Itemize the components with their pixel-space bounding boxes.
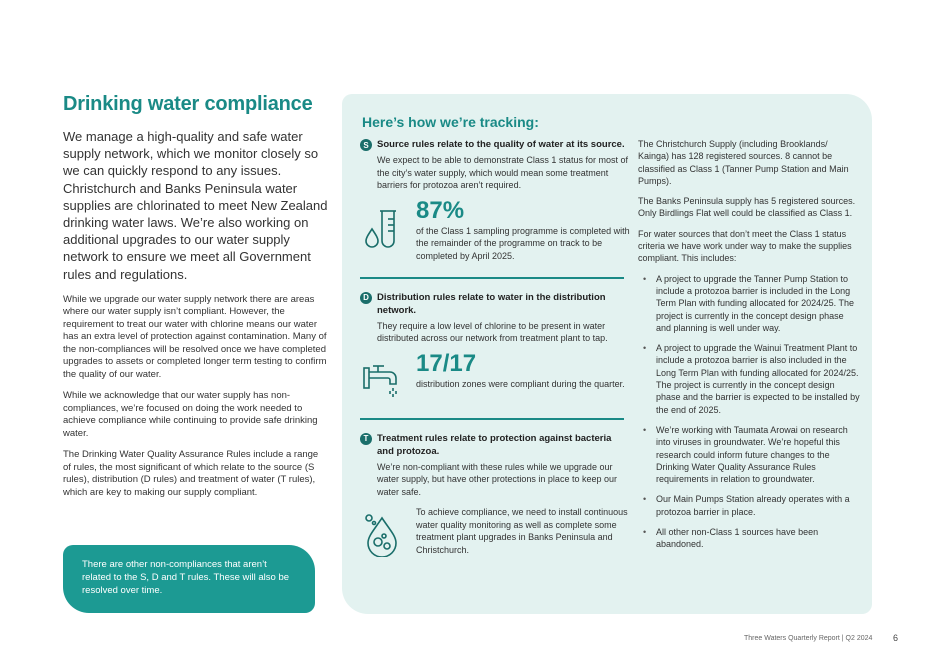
body-paragraph: While we upgrade our water supply network there are areas where our water supply isn’t compliant. However, the requirement to treat our water with chlorine means our water has an extra level of protection against contamination. Many of the non-compliances will be resolved once we have completed upgrades to assets or completed longer term testing to confirm the quality of our water. [63, 293, 327, 380]
tracking-panel [342, 94, 872, 614]
body-paragraph: The Banks Peninsula supply has 5 registered sources. Only Birdlings Flat well could be classified as Class 1. [638, 196, 856, 219]
source-rules-heading: S Source rules relate to the quality of water at its source. [360, 138, 630, 151]
source-stat-desc: of the Class 1 sampling programme is completed with the remainder of the programme on track to be completed by April 2025. [416, 225, 630, 261]
rules-column [360, 138, 630, 566]
intro-paragraph: We manage a high-quality and safe water supply network, which we monitor closely so we can quickly respond to any issues. Christchurch and Banks Peninsula water supplies are chlorinated to meet New Zealand drinking water laws. We’re also working on additional upgrades to our water supply network to ensure we meet all Government rules and regulations. [63, 129, 328, 282]
callout-text: There are other non-compliances that aren’t related to the S, D and T rules. These will also be resolved over time. [82, 559, 290, 596]
s-badge: S [360, 139, 372, 151]
source-stat-value: 87% [416, 196, 465, 224]
footer-text: Three Waters Quarterly Report | Q2 2024 [744, 635, 873, 642]
treatment-stat [360, 506, 630, 566]
d-badge: D [360, 292, 372, 304]
section-divider [360, 277, 624, 279]
distribution-rules-body: They require a low level of chlorine to be present in water distributed across our network from treatment plant to tap. [377, 320, 608, 343]
list-item: • A project to upgrade the Wainui Treatment Plant to include a protozoa barrier is also included in the Long Term Plan with funding allocated for 2024/25. The project is currently in the concept design phase and the barrier is expected to be installed by the end of 2025. [638, 342, 860, 416]
panel-title: Here’s how we’re tracking: [362, 114, 539, 130]
section-divider [360, 418, 624, 420]
treatment-rules-heading: T Treatment rules relate to protection against bacteria and protozoa. [360, 432, 630, 458]
list-item: • A project to upgrade the Tanner Pump Station to include a protozoa barrier is included in the Long Term Plan with funding allocated for 2024/25. The project is currently in the concept design phase and planning is well under way. [638, 273, 860, 334]
upgrade-list [638, 273, 860, 551]
distribution-stat-desc: distribution zones were compliant during the quarter. [416, 378, 625, 389]
list-item: • All other non-Class 1 sources have been abandoned. [638, 526, 860, 551]
bacteria-droplet-icon [362, 512, 402, 557]
distribution-stat-value: 17/17 [416, 349, 477, 377]
t-badge: T [360, 433, 372, 445]
source-stat [360, 197, 630, 277]
callout-box [63, 545, 315, 613]
left-column [63, 93, 328, 499]
treatment-stat-desc: To achieve compliance, we need to install continuous water quality monitoring as well as complete some treatment plant upgrades in Banks Peninsula and Christchurch. [416, 507, 628, 555]
distribution-stat [360, 350, 630, 418]
body-paragraph: While we acknowledge that our water supply has non-compliances, we’re focused on doing the work needed to achieve compliance while continuing to provide safe drinking water. [63, 390, 318, 439]
source-rules-body: We expect to be able to demonstrate Class 1 status for most of the city’s water supply, which would mean some treatment barriers for protozoa aren’t required. [377, 155, 628, 190]
body-paragraph: The Drinking Water Quality Assurance Rules include a range of rules, the most significant of which relate to the source (S rules), distribution (D rules) and treatment of water (T rules), which are key to making our supply compliant. [63, 449, 319, 498]
list-item: • We’re working with Taumata Arowai on research into viruses in groundwater. We’re hopeful this research could inform future changes to the Drinking Water Quality Assurance Rules requirements in relation to groundwater. [638, 424, 860, 485]
sources-column [638, 138, 860, 559]
page-number: 6 [893, 633, 899, 643]
page-title: Drinking water compliance [63, 93, 313, 115]
distribution-rules-heading: D Distribution rules relate to water in the distribution network. [360, 291, 630, 317]
body-paragraph: The Christchurch Supply (including Brooklands/ Kainga) has 128 registered sources. 8 cannot be classified as Class 1 (Tanner Pump Station and Main Pumps). [638, 139, 849, 186]
treatment-rules-body: We’re non-compliant with these rules while we upgrade our water supply, but have other protections in place to keep our water safe. [377, 461, 617, 497]
test-tube-droplet-icon [362, 207, 402, 252]
body-paragraph: For water sources that don’t meet the Class 1 status criteria we have work under way to make the supplies compliant. This includes: [638, 228, 852, 264]
tap-icon [362, 360, 402, 405]
list-item: • Our Main Pumps Station already operates with a protozoa barrier in place. [638, 493, 860, 518]
